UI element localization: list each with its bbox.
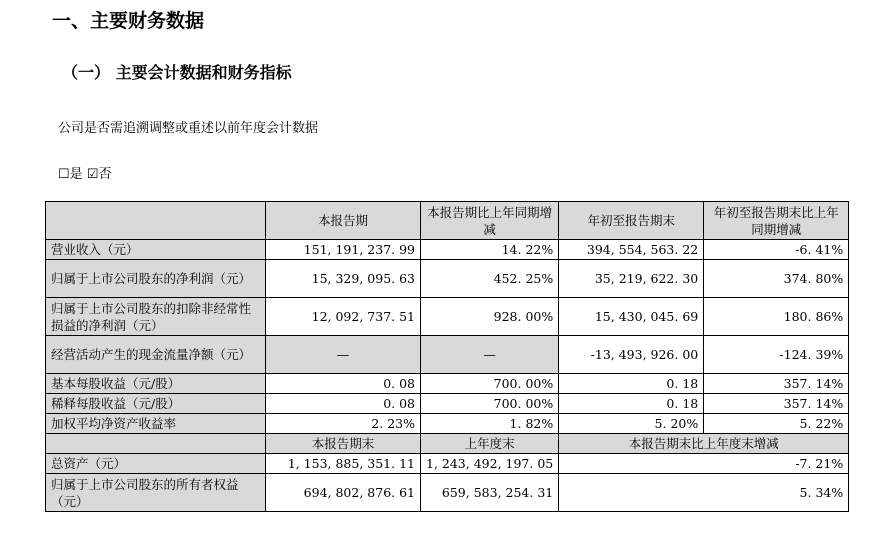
table-cell: 0. 18 xyxy=(559,374,704,394)
table-row xyxy=(46,260,849,298)
row-label: 总资产（元） xyxy=(46,454,266,474)
table-cell: 2. 23% xyxy=(266,414,421,434)
header-ytd-yoy: 年初至报告期末比上年同期增减 xyxy=(704,202,849,240)
row-label: 归属于上市公司股东的所有者权益（元） xyxy=(46,474,266,512)
header-current-period: 本报告期 xyxy=(266,202,421,240)
table-cell: 12, 092, 737. 51 xyxy=(266,298,421,336)
table-cell: 659, 583, 254. 31 xyxy=(421,474,559,512)
table-cell: 357. 14% xyxy=(704,374,849,394)
row-label: 基本每股收益（元/股） xyxy=(46,374,266,394)
table-cell: — xyxy=(421,336,559,374)
table-cell: 5. 34% xyxy=(559,474,849,512)
option-no-label: 否 xyxy=(98,167,112,182)
table-cell: 928. 00% xyxy=(421,298,559,336)
table-cell: 700. 00% xyxy=(421,374,559,394)
table-cell: 14. 22% xyxy=(421,240,559,260)
table-cell: 394, 554, 563. 22 xyxy=(559,240,704,260)
header-blank-cell xyxy=(46,202,266,240)
table-row xyxy=(46,298,849,336)
table-row xyxy=(46,454,849,474)
row-label: 加权平均净资产收益率 xyxy=(46,414,266,434)
table-cell: 5. 20% xyxy=(559,414,704,434)
table-cell: 15, 430, 045. 69 xyxy=(559,298,704,336)
table-row xyxy=(46,240,849,260)
table-cell: -7. 21% xyxy=(559,454,849,474)
table-row xyxy=(46,336,849,374)
table-cell: 5. 22% xyxy=(704,414,849,434)
table-cell: 694, 802, 876. 61 xyxy=(266,474,421,512)
table-cell: 1. 82% xyxy=(421,414,559,434)
header-current-period-yoy: 本报告期比上年同期增减 xyxy=(421,202,559,240)
row-label: 稀释每股收益（元/股） xyxy=(46,394,266,414)
subsection-heading: （一） 主要会计数据和财务指标 xyxy=(62,63,292,82)
table-cell: 180. 86% xyxy=(704,298,849,336)
section-heading: 一、主要财务数据 xyxy=(52,10,205,32)
table-cell: -13, 493, 926. 00 xyxy=(559,336,704,374)
table-cell: 1, 243, 492, 197. 05 xyxy=(421,454,559,474)
table-row xyxy=(46,394,849,414)
row-label: 归属于上市公司股东的扣除非经常性损益的净利润（元） xyxy=(46,298,266,336)
table-cell: 151, 191, 237. 99 xyxy=(266,240,421,260)
table-cell: 0. 08 xyxy=(266,374,421,394)
table-cell: 0. 18 xyxy=(559,394,704,414)
row-label: 经营活动产生的现金流量净额（元） xyxy=(46,336,266,374)
table-cell: 700. 00% xyxy=(421,394,559,414)
restatement-options xyxy=(58,163,111,182)
header-period-end: 本报告期末 xyxy=(266,434,421,454)
table-cell: 374. 80% xyxy=(704,260,849,298)
table-cell: — xyxy=(266,336,421,374)
table-cell: 35, 219, 622. 30 xyxy=(559,260,704,298)
checkbox-unchecked-icon: ☐ xyxy=(58,167,70,182)
row-label: 营业收入（元） xyxy=(46,240,266,260)
header-prior-year-end: 上年度末 xyxy=(421,434,559,454)
table-cell: -124. 39% xyxy=(704,336,849,374)
row-label: 归属于上市公司股东的净利润（元） xyxy=(46,260,266,298)
checkbox-checked-icon: ☑ xyxy=(86,167,99,182)
table-cell: 1, 153, 885, 351. 11 xyxy=(266,454,421,474)
table-cell: 0. 08 xyxy=(266,394,421,414)
financial-data-table xyxy=(45,201,849,512)
table-cell: -6. 41% xyxy=(704,240,849,260)
table-row xyxy=(46,414,849,434)
table-cell: 452. 25% xyxy=(421,260,559,298)
table-row xyxy=(46,474,849,512)
header-period-end-change: 本报告期末比上年度末增减 xyxy=(559,434,849,454)
table-row xyxy=(46,374,849,394)
option-yes-label: 是 xyxy=(69,167,83,182)
header2-blank-cell xyxy=(46,434,266,454)
table-cell: 15, 329, 095. 63 xyxy=(266,260,421,298)
restatement-question: 公司是否需追溯调整或重述以前年度会计数据 xyxy=(58,121,319,136)
table-cell: 357. 14% xyxy=(704,394,849,414)
header-ytd: 年初至报告期末 xyxy=(559,202,704,240)
